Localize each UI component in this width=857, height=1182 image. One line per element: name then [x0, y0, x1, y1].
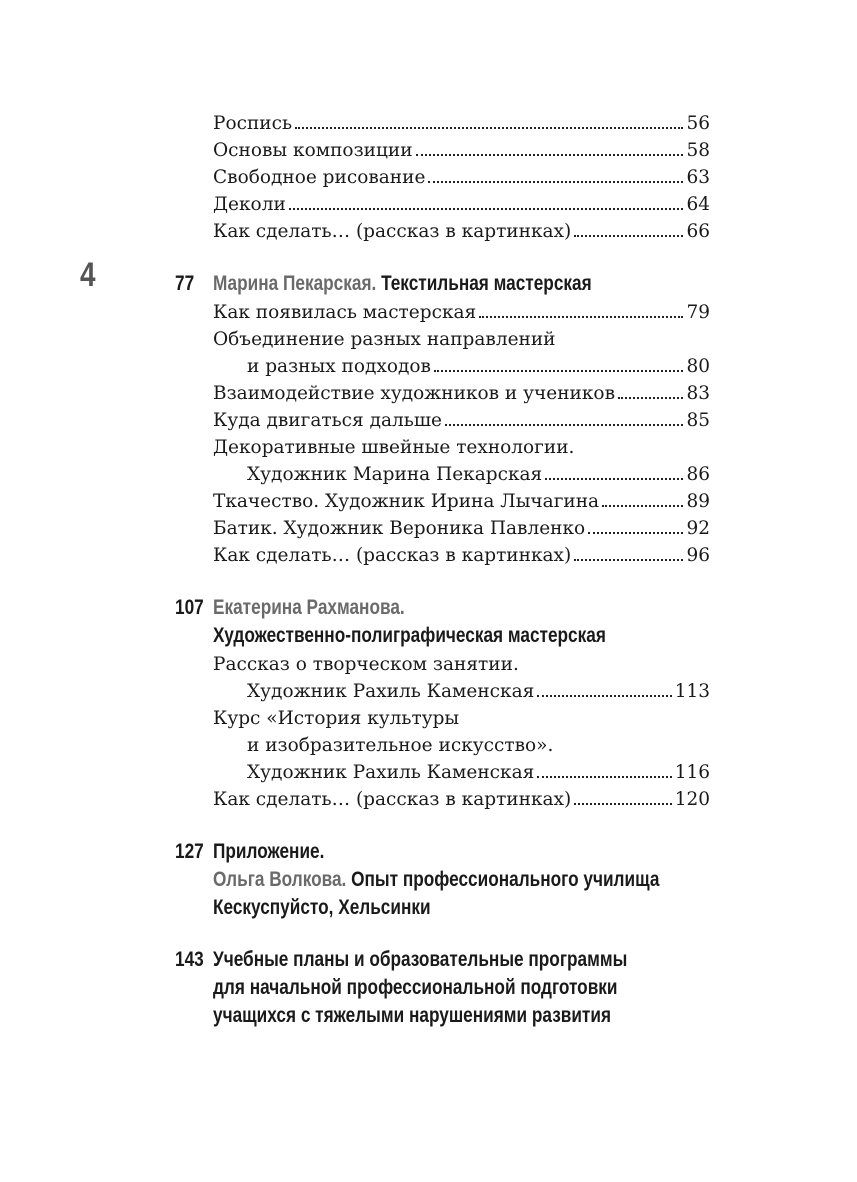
section-page-number[interactable]: 107	[175, 596, 204, 619]
dot-leader	[574, 559, 683, 561]
toc-entry-line: Курс «История культуры	[213, 708, 460, 729]
toc-entry-page: 56	[686, 113, 710, 134]
section-page-number[interactable]: 127	[175, 840, 204, 863]
dot-leader	[537, 776, 671, 778]
section-title: Текстильная мастерская	[381, 272, 592, 295]
toc-entry[interactable]	[247, 759, 710, 786]
dot-leader	[479, 316, 683, 318]
section-title[interactable]: Художественно-полиграфическая мастерская	[213, 624, 606, 647]
toc-entry[interactable]	[213, 786, 710, 813]
toc-entry[interactable]	[213, 515, 710, 542]
toc-entry-page: 83	[686, 383, 710, 404]
toc-entry-title: Деколи	[213, 194, 286, 215]
section-heading[interactable]	[213, 866, 659, 894]
toc-entry-line: и изобразительное искусство».	[247, 735, 554, 756]
dot-leader	[537, 695, 671, 697]
toc-entry-page: 63	[686, 167, 710, 188]
dot-leader	[416, 154, 684, 156]
toc-entry-title: Как сделать… (рассказ в картинках)	[213, 789, 572, 810]
section-page-number[interactable]: 77	[175, 272, 195, 295]
dot-leader	[574, 803, 671, 805]
dot-leader	[574, 235, 683, 237]
toc-entry-page: 120	[674, 789, 710, 810]
toc-entry[interactable]	[213, 137, 710, 164]
toc-entry-page: 89	[686, 491, 710, 512]
toc-entry[interactable]	[213, 299, 710, 326]
toc-entry[interactable]	[213, 191, 710, 218]
toc-entry-title: Как появилась мастерская	[213, 302, 477, 323]
toc-entry-title: и разных подходов	[247, 356, 431, 377]
section-title[interactable]: Учебные планы и образовательные программы	[213, 948, 628, 971]
toc-entry-line: Декоративные швейные технологии.	[213, 437, 575, 458]
toc-entry-title: Как сделать… (рассказ в картинках)	[213, 221, 572, 242]
toc-entry[interactable]	[247, 353, 710, 380]
section-title[interactable]: для начальной профессиональной подготовки	[213, 976, 618, 999]
section-heading[interactable]	[213, 270, 592, 298]
toc-entry-title: Куда двигаться дальше	[213, 410, 442, 431]
toc-entry-page: 116	[674, 762, 710, 783]
section-title[interactable]: Приложение.	[213, 840, 325, 863]
toc-entry[interactable]	[213, 164, 710, 191]
toc-entry[interactable]	[213, 110, 710, 137]
dot-leader	[428, 181, 683, 183]
toc-entry-title: Художник Марина Пекарская	[247, 464, 543, 485]
toc-entry-title: Художник Рахиль Каменская	[247, 681, 535, 702]
toc-entry[interactable]	[247, 461, 710, 488]
toc-entry-title: Основы композиции	[213, 140, 413, 161]
dot-leader	[445, 424, 683, 426]
section-page-number[interactable]: 143	[175, 948, 204, 971]
toc-entry[interactable]	[213, 380, 710, 407]
toc-entry-page: 64	[686, 194, 710, 215]
toc-entry-page: 80	[686, 356, 710, 377]
section-author: Ольга Волкова.	[213, 868, 347, 891]
toc-entry-title: Художник Рахиль Каменская	[247, 762, 535, 783]
section-subtitle[interactable]: Кескуспуйсто, Хельсинки	[213, 896, 431, 919]
dot-leader	[618, 397, 683, 399]
toc-entry-line: Рассказ о творческом занятии.	[213, 654, 519, 675]
toc-entry-title: Роспись	[213, 113, 293, 134]
toc-entry-title: Свободное рисование	[213, 167, 426, 188]
dot-leader	[289, 208, 684, 210]
toc-entry-title: Батик. Художник Вероника Павленко	[213, 518, 586, 539]
toc-entry-page: 86	[686, 464, 710, 485]
dot-leader	[545, 478, 683, 480]
dot-leader	[588, 532, 683, 534]
section-title[interactable]: учащихся с тяжелыми нарушениями развития	[213, 1004, 612, 1027]
toc-entry-page: 113	[674, 681, 710, 702]
toc-entry-page: 92	[686, 518, 710, 539]
toc-entry-page: 96	[686, 545, 710, 566]
toc-entry[interactable]	[213, 407, 710, 434]
dot-leader	[602, 505, 683, 507]
section-author: Марина Пекарская.	[213, 272, 377, 295]
toc-entry-title: Как сделать… (рассказ в картинках)	[213, 545, 572, 566]
page-number: 4	[80, 256, 96, 294]
toc-entry-page: 85	[686, 410, 710, 431]
dot-leader	[434, 370, 684, 372]
toc-entry[interactable]	[213, 218, 710, 245]
toc-entry[interactable]	[213, 488, 710, 515]
toc-entry-title: Взаимодействие художников и учеников	[213, 383, 615, 404]
toc-entry-title: Ткачество. Художник Ирина Лычагина	[213, 491, 600, 512]
toc-entry[interactable]	[213, 542, 710, 569]
section-subtitle: Опыт профессионального училища	[351, 868, 660, 891]
toc-entry-page: 79	[686, 302, 710, 323]
toc-entry-page: 66	[686, 221, 710, 242]
toc-entry-line: Объединение разных направлений	[213, 329, 556, 350]
toc-entry[interactable]	[247, 678, 710, 705]
toc-entry-page: 58	[686, 140, 710, 161]
dot-leader	[295, 127, 683, 129]
section-author[interactable]: Екатерина Рахманова.	[213, 596, 405, 619]
